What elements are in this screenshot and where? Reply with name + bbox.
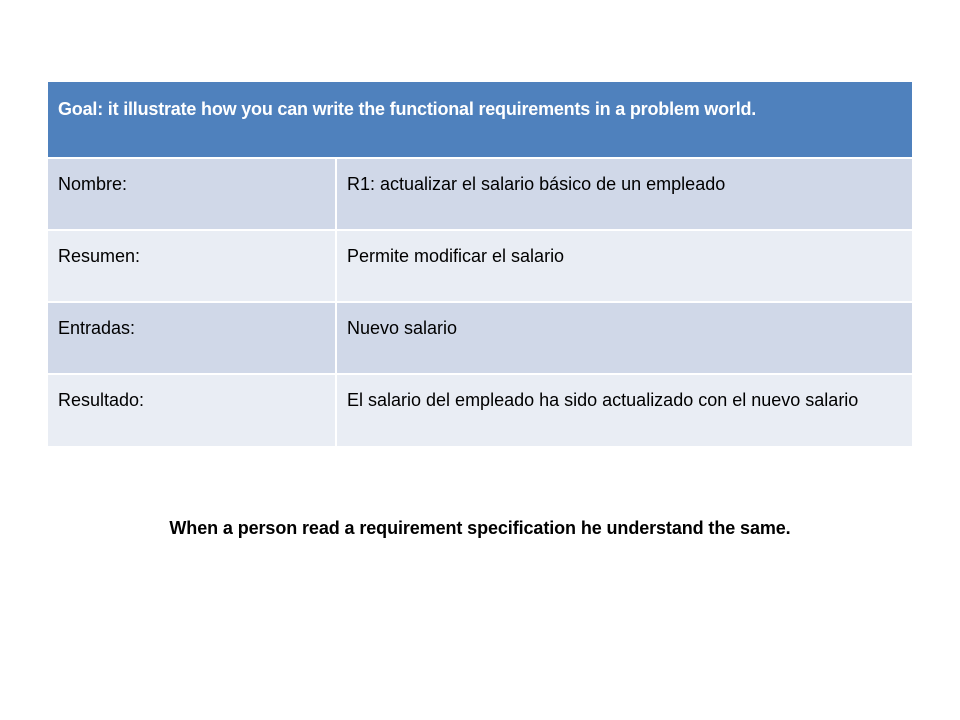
footer-note: When a person read a requirement specification he understand the same.	[169, 518, 791, 538]
row-value: Permite modificar el salario	[336, 230, 912, 302]
row-label: Entradas:	[48, 302, 336, 374]
row-value: Nuevo salario	[336, 302, 912, 374]
table-row-entradas	[48, 302, 912, 374]
table-header-row	[48, 82, 912, 158]
row-label: Resumen:	[48, 230, 336, 302]
table-header-goal: Goal: it illustrate how you can write the functional requirements in a problem world.	[48, 82, 912, 158]
row-value: El salario del empleado ha sido actualizado con el nuevo salario	[336, 374, 912, 446]
table-row-resultado	[48, 374, 912, 446]
table-row-nombre	[48, 158, 912, 230]
row-label: Resultado:	[48, 374, 336, 446]
table-row-resumen	[48, 230, 912, 302]
requirements-table	[48, 82, 912, 446]
row-value: R1: actualizar el salario básico de un empleado	[336, 158, 912, 230]
row-label: Nombre:	[48, 158, 336, 230]
